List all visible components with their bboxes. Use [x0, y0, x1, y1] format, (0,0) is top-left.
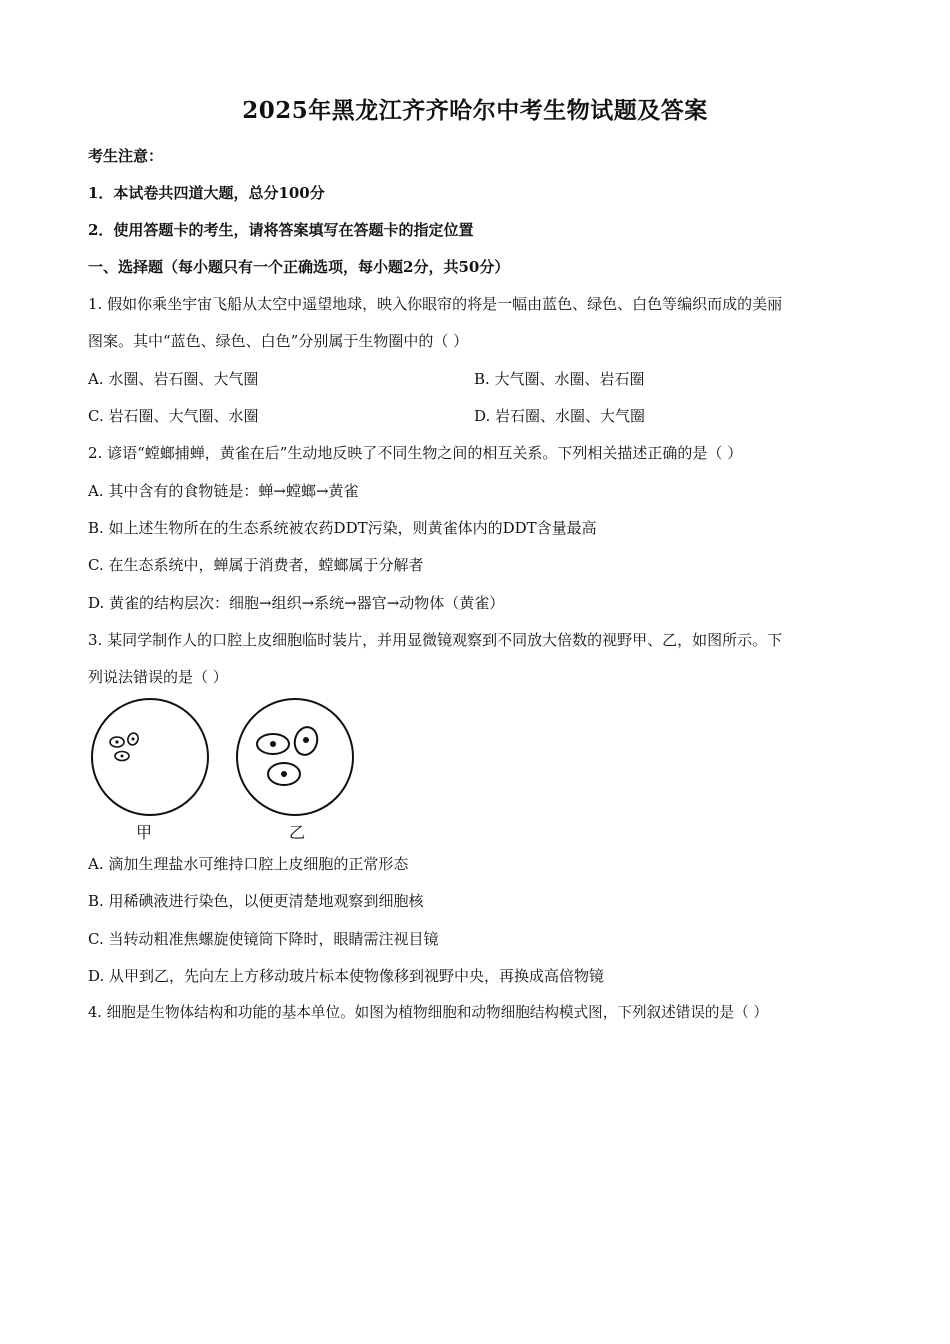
- q2-option-b: B. 如上述生物所在的生态系统被农药DDT污染，则黄雀体内的DDT含量最高: [88, 519, 597, 537]
- q3-option-c: C. 当转动粗准焦螺旋使镜筒下降时，眼睛需注视目镜: [88, 930, 439, 948]
- q3-stem-line2: 列说法错误的是（ ）: [88, 668, 228, 686]
- page-title: 2025年黑龙江齐齐哈尔中考生物试题及答案: [242, 97, 708, 124]
- q4-stem: 4. 细胞是生物体结构和功能的基本单位。如图为植物细胞和动物细胞结构模式图，下列叙述错误的是（ ）: [88, 1004, 768, 1021]
- microscope-figure: [88, 692, 368, 842]
- q2-option-c: C. 在生态系统中，蝉属于消费者，螳螂属于分解者: [88, 556, 424, 574]
- view-yi-circle: [237, 699, 353, 815]
- notice-item-1: 1．本试卷共四道大题，总分100分: [88, 184, 325, 202]
- q3-option-d: D. 从甲到乙，先向左上方移动玻片标本使物像移到视野中央，再换成高倍物镜: [88, 967, 605, 985]
- section-heading: 一、选择题（每小题只有一个正确选项，每小题2分，共50分）: [88, 258, 510, 276]
- q3-stem-line1: 3. 某同学制作人的口腔上皮细胞临时装片，并用显微镜观察到不同放大倍数的视野甲、乙，如图所示。下: [88, 631, 783, 649]
- q1-option-c: C. 岩石圈、大气圈、水圈: [88, 407, 259, 425]
- q1-stem-line1: 1. 假如你乘坐宇宙飞船从太空中遥望地球，映入你眼帘的将是一幅由蓝色、绿色、白色等编织而成的美丽: [88, 295, 783, 313]
- q3-option-a: A. 滴加生理盐水可维持口腔上皮细胞的正常形态: [88, 855, 409, 873]
- view-jia-circle: [92, 699, 208, 815]
- notice-item-2: 2．使用答题卡的考生，请将答案填写在答题卡的指定位置: [88, 221, 474, 239]
- q1-option-d: D. 岩石圈、水圈、大气圈: [474, 407, 646, 425]
- q1-option-b: B. 大气圈、水圈、岩石圈: [474, 370, 645, 388]
- q2-stem: 2. 谚语“螳螂捕蝉，黄雀在后”生动地反映了不同生物之间的相互关系。下列相关描述正确的是（ ）: [88, 444, 743, 462]
- q3-option-b: B. 用稀碘液进行染色，以便更清楚地观察到细胞核: [88, 892, 424, 910]
- q1-option-a: A. 水圈、岩石圈、大气圈: [88, 370, 259, 388]
- q2-option-a: A. 其中含有的食物链是：蝉→螳螂→黄雀: [88, 482, 359, 500]
- q2-option-d: D. 黄雀的结构层次：细胞→组织→系统→器官→动物体（黄雀）: [88, 594, 505, 612]
- figure-label-yi: 乙: [289, 823, 306, 842]
- q1-stem-line2: 图案。其中“蓝色、绿色、白色”分别属于生物圈中的（ ）: [88, 332, 469, 350]
- notice-heading: 考生注意：: [88, 147, 164, 165]
- microscope-views-drawing: [88, 692, 368, 822]
- figure-label-jia: 甲: [136, 823, 153, 842]
